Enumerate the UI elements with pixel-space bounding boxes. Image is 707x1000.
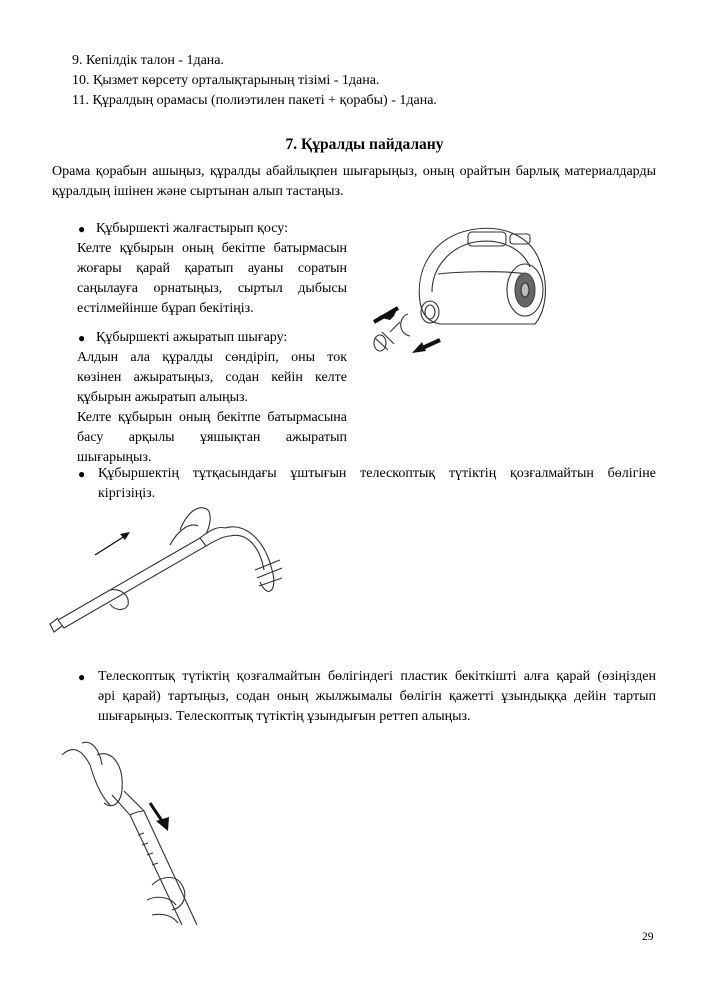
disconnect-line: құбырын ажыратып алыңыз. bbox=[77, 390, 249, 405]
disconnect-title: Құбыршекті ажыратып шығару: bbox=[96, 330, 288, 345]
insert-line: Құбыршектің тұтқасындағы ұштығын телескоптық түтіктің қозғалмайтын бөлігіне bbox=[98, 466, 656, 481]
connect-line: Келте құбырын оның бекітпе батырмасын bbox=[77, 241, 347, 256]
disconnect-line: басу арқылы ұяшықтан ажыратып bbox=[77, 430, 347, 445]
bullet-icon: ● bbox=[78, 331, 86, 345]
disconnect-line: шығарыңыз. bbox=[77, 450, 152, 465]
telescope-line: шығарыңыз. Телескоптық түтіктің ұзындығын реттеп алыңыз. bbox=[98, 709, 471, 724]
connect-line: естілмейінше бұрап бекітіңіз. bbox=[77, 301, 254, 316]
list-item: 9. Кепілдік талон - 1дана. bbox=[72, 53, 225, 68]
intro-line: құралдың ішінен және сыртынан алып тастаңыз. bbox=[52, 184, 344, 199]
list-item: 11. Құралдың орамасы (полиэтилен пакеті + қорабы) - 1дана. bbox=[72, 93, 437, 108]
list-item: 10. Қызмет көрсету орталықтарының тізімі - 1дана. bbox=[72, 73, 380, 88]
page-number: 29 bbox=[642, 931, 654, 943]
insert-line: кіргізіңіз. bbox=[98, 486, 156, 501]
disconnect-line: Алдын ала құралды сөндіріп, оны ток bbox=[77, 350, 347, 365]
disconnect-line: көзінен ажыратыңыз, содан кейін келте bbox=[77, 370, 347, 385]
bullet-icon: ● bbox=[78, 467, 86, 481]
disconnect-line: Келте құбырын оның бекітпе батырмасына bbox=[77, 410, 347, 425]
connect-line: саңылауға орнатыңыз, сыртыл дыбысы bbox=[77, 281, 347, 296]
telescope-line: әрі қарай) тартыңыз, содан оның жылжымалы бөлігін қажетті ұзындыққа дейін тартып bbox=[98, 689, 656, 704]
section-title: 7. Құралды пайдалану bbox=[285, 136, 444, 153]
telescope-line: Телескоптық түтіктің қозғалмайтын бөлігіндегі пластик бекіткішті алға қарай (өзіңізден bbox=[98, 669, 656, 684]
telescope-illustration bbox=[52, 735, 222, 930]
vacuum-connect-illustration bbox=[360, 212, 560, 387]
connect-title: Құбыршекті жалғастырып қосу: bbox=[96, 221, 288, 236]
bullet-icon: ● bbox=[78, 670, 86, 684]
connect-line: жоғары қарай қаратып ауаны соратын bbox=[77, 261, 347, 276]
intro-line: Орама қорабын ашыңыз, құралды абайлықпен шығарыңыз, оның орайтын барлық материалдарды bbox=[52, 164, 656, 179]
bullet-icon: ● bbox=[78, 222, 86, 236]
hose-insert-illustration bbox=[50, 500, 300, 635]
